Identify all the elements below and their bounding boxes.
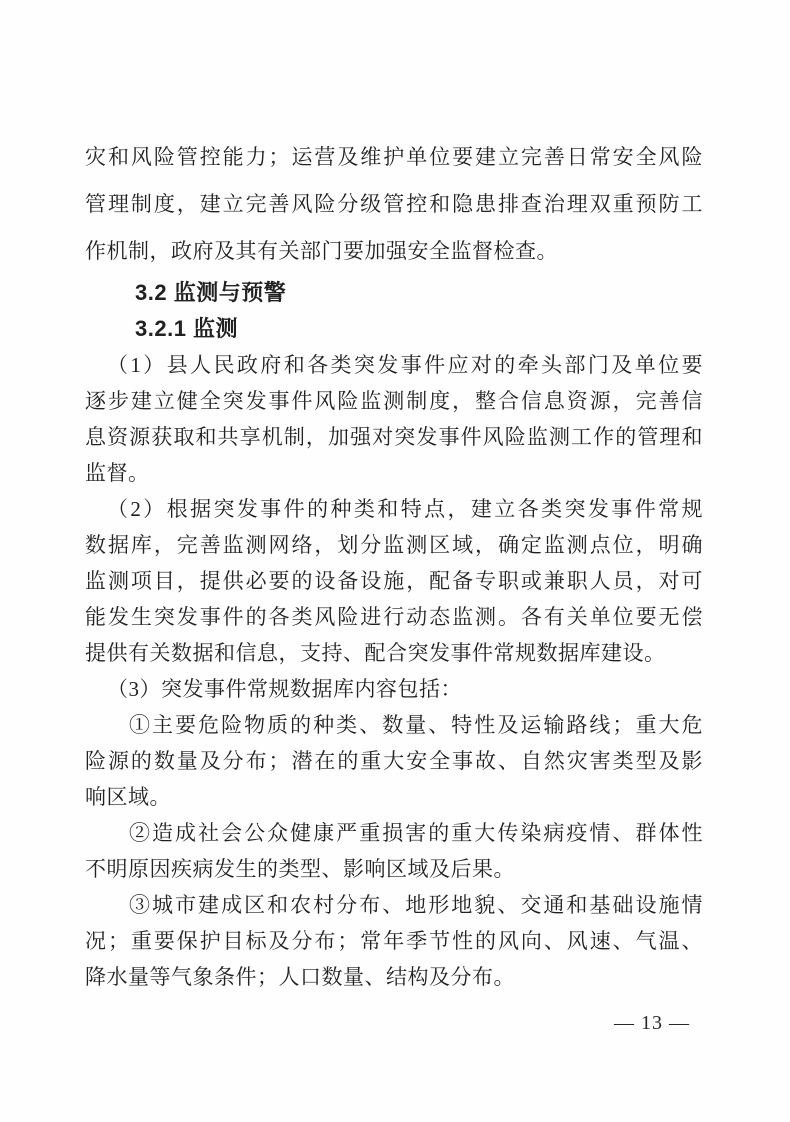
text-line: ②造成社会公众健康严重损害的重大传染病疫情、群体性 <box>129 821 703 845</box>
text-line: （2）根据突发事件的种类和特点，建立各类突发事件常规 <box>107 497 703 521</box>
paragraph-item-2 <box>85 491 703 671</box>
paragraph-circled-2 <box>85 815 703 887</box>
paragraph-circled-3 <box>85 887 703 995</box>
text-line: ③城市建成区和农村分布、地形地貌、交通和基础设施情 <box>129 893 703 917</box>
text-line: 险源的数量及分布；潜在的重大安全事故、自然灾害类型及影 <box>85 749 703 773</box>
section-heading-3-2-1: 3.2.1 监测 <box>135 316 239 341</box>
text-line: 监督。 <box>85 461 150 485</box>
text-line: 作机制，政府及其有关部门要加强安全监督检查。 <box>85 239 558 263</box>
text-line: 息资源获取和共享机制，加强对突发事件风险监测工作的管理和 <box>85 425 703 449</box>
text-line: 响区域。 <box>85 785 171 809</box>
text-line: 提供有关数据和信息，支持、配合突发事件常规数据库建设。 <box>85 641 666 665</box>
text-line: 监测项目，提供必要的设备设施，配备专职或兼职人员，对可 <box>85 569 703 593</box>
page-number: — 13 — <box>614 1012 690 1034</box>
paragraph-item-3 <box>85 671 703 707</box>
text-line: 灾和风险管控能力；运营及维护单位要建立完善日常安全风险 <box>85 145 703 169</box>
text-line: 降水量等气象条件；人口数量、结构及分布。 <box>85 965 515 989</box>
paragraph-continuation <box>85 134 703 275</box>
text-line: （1）县人民政府和各类突发事件应对的牵头部门及单位要 <box>107 353 703 377</box>
section-heading-3-2: 3.2 监测与预警 <box>135 280 287 305</box>
paragraph-circled-1 <box>85 707 703 815</box>
text-line: 数据库，完善监测网络，划分监测区域，确定监测点位，明确 <box>85 533 703 557</box>
text-line: 况；重要保护目标及分布；常年季节性的风向、风速、气温、 <box>85 929 703 953</box>
text-line: ①主要危险物质的种类、数量、特性及运输路线；重大危 <box>129 713 703 737</box>
text-line: 管理制度，建立完善风险分级管控和隐患排查治理双重预防工 <box>85 192 703 216</box>
document-body <box>85 134 703 995</box>
paragraph-item-1 <box>85 347 703 491</box>
text-line: 能发生突发事件的各类风险进行动态监测。各有关单位要无偿 <box>85 605 703 629</box>
text-line: （3）突发事件常规数据库内容包括： <box>107 677 462 701</box>
text-line: 逐步建立健全突发事件风险监测制度，整合信息资源，完善信 <box>85 389 703 413</box>
text-line: 不明原因疾病发生的类型、影响区域及后果。 <box>85 857 515 881</box>
